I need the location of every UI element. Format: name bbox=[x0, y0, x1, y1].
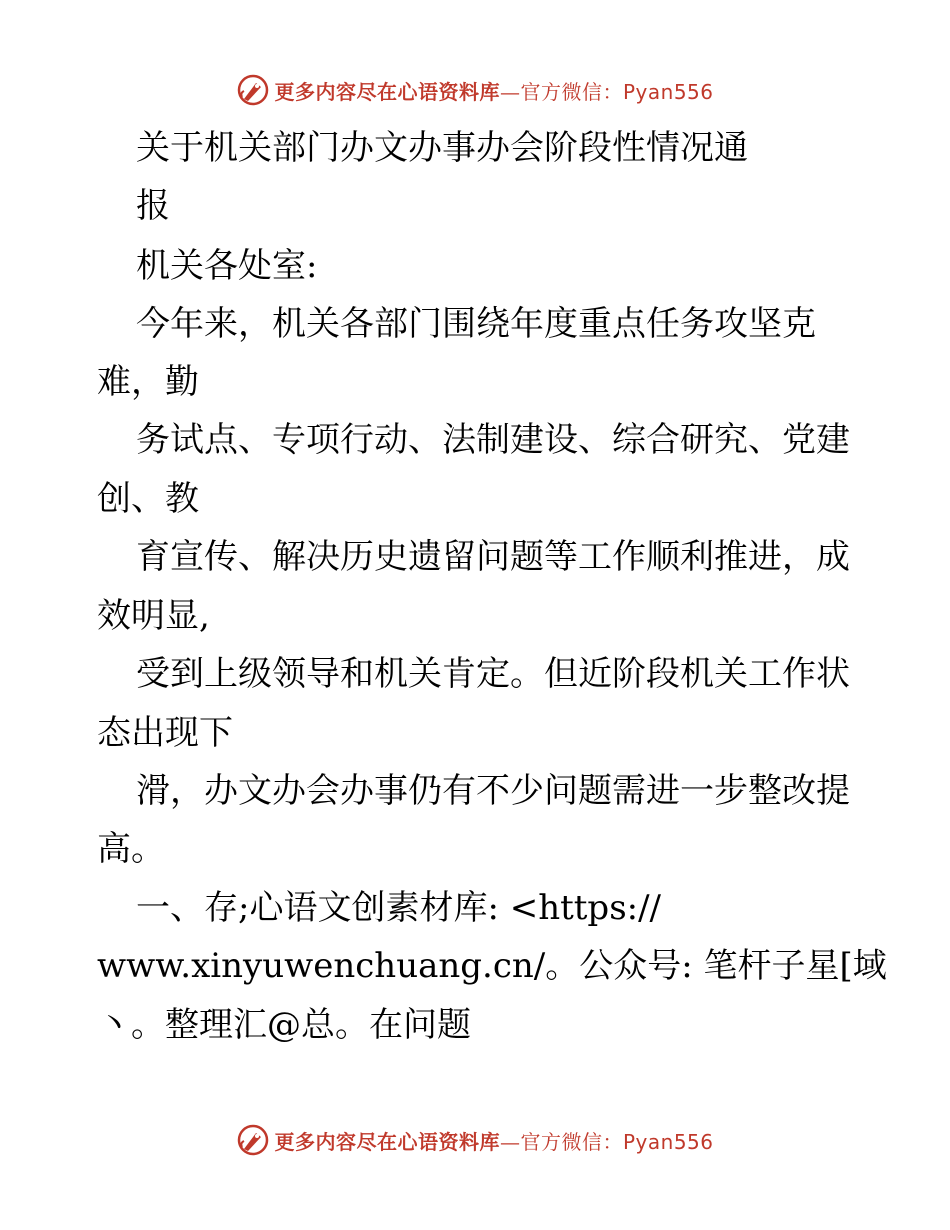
watermark-wechat-id: Pyan556 bbox=[622, 1129, 714, 1154]
header-watermark-banner bbox=[0, 70, 950, 110]
body-line: 育宣传、解决历史遗留问题等工作顺利推进，成 bbox=[136, 537, 850, 577]
watermark-main: 更多内容尽在心语资料库 bbox=[274, 79, 500, 104]
watermark-main: 更多内容尽在心语资料库 bbox=[274, 1129, 500, 1154]
watermark-wechat-label: 官方微信： bbox=[520, 79, 623, 104]
document-title-line-2: 报 bbox=[136, 186, 170, 226]
body-line: 态出现下 bbox=[97, 713, 233, 753]
footer-watermark-banner bbox=[0, 1120, 950, 1160]
body-line: 滑，办文办会办事仍有不少问题需进一步整改提 bbox=[136, 771, 850, 811]
watermark-text bbox=[274, 1126, 713, 1155]
watermark-dash: — bbox=[499, 1129, 521, 1154]
body-line: 今年来，机关各部门围绕年度重点任务攻坚克 bbox=[136, 304, 816, 344]
body-line: 务试点、专项行动、法制建设、综合研究、党建 bbox=[136, 420, 850, 460]
body-line: 高。 bbox=[97, 829, 165, 869]
watermark-text bbox=[274, 76, 713, 105]
body-line: 丶。整理汇@总。在问题 bbox=[97, 1005, 471, 1045]
body-line: 受到上级领导和机关肯定。但近阶段机关工作状 bbox=[136, 654, 850, 694]
salutation: 机关各处室: bbox=[136, 246, 318, 286]
body-line: 效明显, bbox=[97, 596, 210, 636]
body-line: 创、教 bbox=[97, 479, 199, 519]
section-heading: 一、存;心语文创素材库: <https:// bbox=[136, 888, 662, 928]
watermark-wechat-id: Pyan556 bbox=[622, 79, 714, 104]
pen-nib-logo-icon bbox=[236, 73, 270, 107]
pen-nib-logo-icon bbox=[236, 1123, 270, 1157]
watermark-dash: — bbox=[499, 79, 521, 104]
document-title-line-1: 关于机关部门办文办事办会阶段性情况通 bbox=[136, 128, 748, 168]
body-line: www.xinyuwenchuang.cn/。公众号: 笔杆子星[域 bbox=[97, 946, 887, 986]
body-line: 难，勤 bbox=[97, 362, 199, 402]
watermark-wechat-label: 官方微信： bbox=[520, 1129, 623, 1154]
